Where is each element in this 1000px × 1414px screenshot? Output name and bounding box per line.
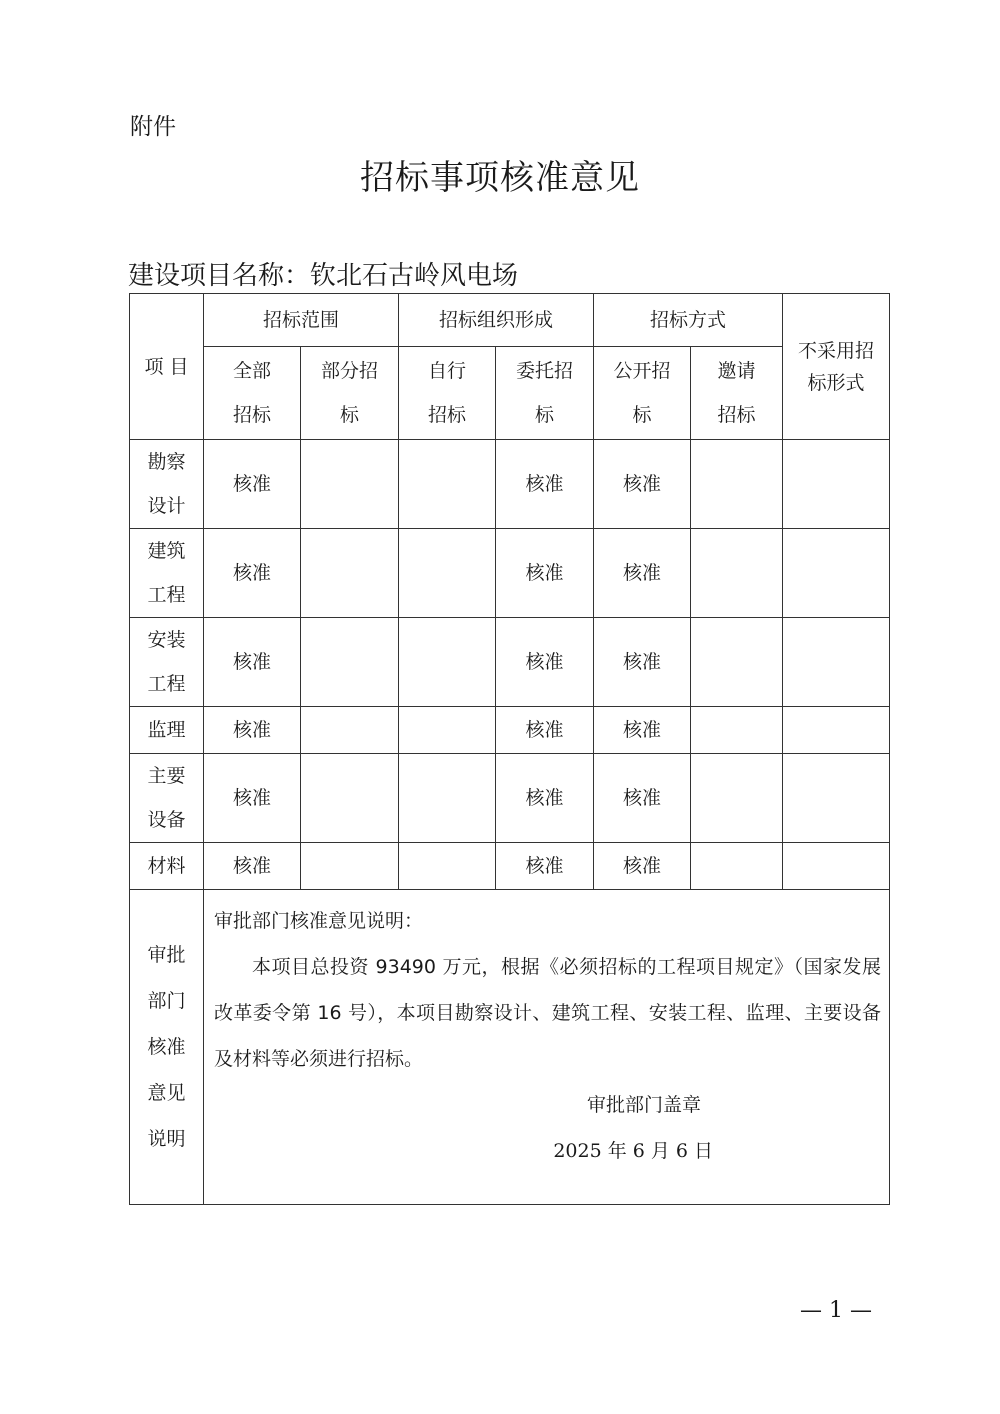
table-cell — [301, 754, 399, 843]
table-cell: 核准 — [204, 529, 301, 618]
table-cell — [399, 618, 496, 707]
table-cell — [399, 529, 496, 618]
table-cell — [301, 529, 399, 618]
table-cell: 核准 — [594, 529, 691, 618]
group-header-organization: 招标组织形成 — [399, 294, 594, 347]
project-name-line: 建设项目名称：钦北石古岭风电场 — [128, 261, 519, 291]
row-label — [130, 618, 204, 707]
no-bid-header — [783, 294, 890, 440]
row-label: 材料 — [130, 843, 204, 890]
approval-date: 2025 年 6 月 6 日 — [553, 1140, 714, 1162]
sub-header-line: 部分招 — [321, 360, 379, 382]
row-label-line: 勘察 — [147, 451, 186, 473]
group-header-scope: 招标范围 — [204, 294, 399, 347]
table-cell — [399, 843, 496, 890]
sub-header-entrusted-bid — [496, 347, 594, 440]
table-cell: 核准 — [496, 707, 594, 754]
table-row — [130, 707, 890, 754]
table-cell — [301, 440, 399, 529]
table-cell: 核准 — [594, 618, 691, 707]
sub-header-line: 招标 — [428, 404, 467, 426]
table-cell: 核准 — [204, 843, 301, 890]
attachment-label: 附件 — [130, 114, 176, 140]
row-label-line: 工程 — [147, 673, 186, 695]
sub-header-partial-bid — [301, 347, 399, 440]
opinion-label-line: 说明 — [147, 1128, 186, 1150]
table-cell: 核准 — [204, 754, 301, 843]
row-label-line: 工程 — [147, 584, 186, 606]
table-cell: 核准 — [594, 843, 691, 890]
sub-header-self-bid — [399, 347, 496, 440]
approval-stamp-label: 审批部门盖章 — [587, 1094, 702, 1116]
table-row — [130, 440, 890, 529]
row-label-line: 建筑 — [147, 540, 186, 562]
opinion-label-line: 审批 — [147, 944, 186, 966]
sub-header-line: 全部 — [232, 360, 271, 382]
table-cell — [783, 754, 890, 843]
table-cell — [783, 618, 890, 707]
table-cell: 核准 — [204, 618, 301, 707]
table-cell — [399, 440, 496, 529]
table-cell — [301, 843, 399, 890]
row-label-line: 设备 — [147, 809, 186, 831]
row-label-line: 安装 — [147, 629, 186, 651]
item-header: 项 目 — [130, 294, 204, 440]
table-cell — [301, 707, 399, 754]
opinion-heading: 审批部门核准意见说明： — [214, 910, 424, 932]
table-cell — [783, 440, 890, 529]
table-row — [130, 618, 890, 707]
table-cell — [691, 618, 783, 707]
sub-header-full-bid — [204, 347, 301, 440]
table-cell — [691, 843, 783, 890]
row-label: 监理 — [130, 707, 204, 754]
table-cell: 核准 — [204, 707, 301, 754]
table-cell — [691, 754, 783, 843]
sub-header-line: 公开招 — [613, 360, 671, 382]
table-cell: 核准 — [496, 843, 594, 890]
table-cell — [301, 618, 399, 707]
sub-header-invited-bid — [691, 347, 783, 440]
opinion-content — [204, 890, 890, 1205]
table-cell — [691, 440, 783, 529]
sub-header-line: 标 — [340, 404, 360, 426]
sub-header-line: 招标 — [232, 404, 271, 426]
sub-header-line: 招标 — [717, 404, 756, 426]
sub-header-line: 标 — [535, 404, 555, 426]
row-label-line: 设计 — [147, 495, 186, 517]
row-label — [130, 754, 204, 843]
table-cell: 核准 — [594, 754, 691, 843]
table-row — [130, 843, 890, 890]
sub-header-line: 委托招 — [516, 360, 574, 382]
table-cell — [399, 754, 496, 843]
table-cell: 核准 — [496, 529, 594, 618]
row-label — [130, 529, 204, 618]
row-label-line: 主要 — [147, 765, 186, 787]
table-cell — [399, 707, 496, 754]
table-row — [130, 754, 890, 843]
table-cell — [783, 529, 890, 618]
opinion-label — [130, 890, 204, 1205]
row-label — [130, 440, 204, 529]
table-cell: 核准 — [594, 440, 691, 529]
bid-approval-table — [129, 293, 890, 1205]
table-cell: 核准 — [496, 618, 594, 707]
table-cell: 核准 — [594, 707, 691, 754]
table-cell — [691, 529, 783, 618]
sub-header-line: 自行 — [428, 360, 467, 382]
document-title: 招标事项核准意见 — [360, 158, 640, 198]
sub-header-line: 邀请 — [717, 360, 756, 382]
header-row-sub — [130, 347, 890, 440]
table-cell — [691, 707, 783, 754]
opinion-label-line: 部门 — [147, 990, 186, 1012]
sub-header-public-bid — [594, 347, 691, 440]
table-cell: 核准 — [496, 440, 594, 529]
opinion-body: 本项目总投资 93490 万元，根据《必须招标的工程项目规定》（国家发展改革委令第 16 号），本项目勘察设计、建筑工程、安装工程、监理、主要设备及材料等必须进行招标。 — [214, 956, 882, 1070]
opinion-row — [130, 890, 890, 1205]
table-row — [130, 529, 890, 618]
opinion-label-line: 核准 — [147, 1036, 186, 1058]
header-row-groups — [130, 294, 890, 347]
page-number: — 1 — — [800, 1298, 872, 1323]
table-cell: 核准 — [204, 440, 301, 529]
no-bid-header-line: 标形式 — [807, 371, 865, 394]
table-cell — [783, 707, 890, 754]
table-cell — [783, 843, 890, 890]
no-bid-header-line: 不采用招 — [798, 339, 875, 362]
table-cell: 核准 — [496, 754, 594, 843]
sub-header-line: 标 — [632, 404, 652, 426]
opinion-label-line: 意见 — [147, 1082, 186, 1104]
group-header-method: 招标方式 — [594, 294, 783, 347]
